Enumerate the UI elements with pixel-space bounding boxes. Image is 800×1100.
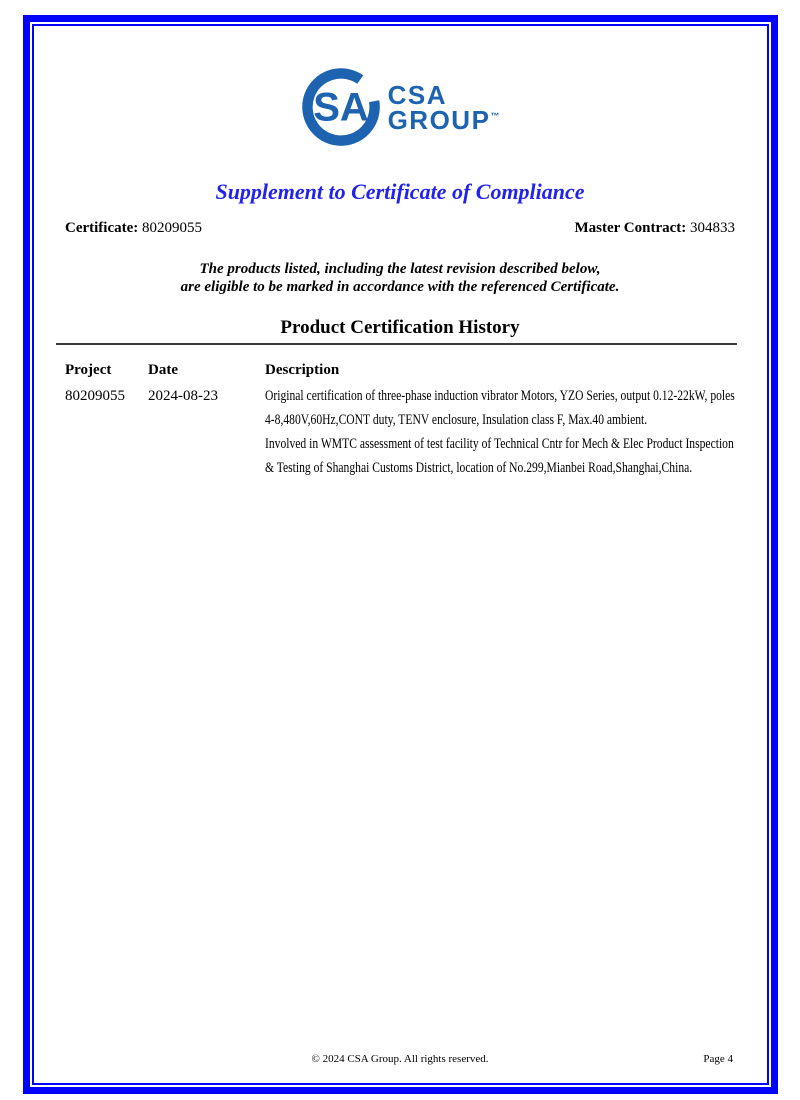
trademark-symbol: ™ <box>490 111 500 121</box>
certificate-line <box>65 220 735 237</box>
description-paragraph-2: Involved in WMTC assessment of test facility of Technical Cntr for Mech & Elec Product Inspection & Testing of Shanghai Customs District, location of No.299,Mianbei Road,Shanghai,China. <box>265 436 734 476</box>
eligibility-notice <box>65 260 735 296</box>
column-header-date: Date <box>148 362 178 378</box>
table-row <box>65 384 735 480</box>
history-table <box>65 358 735 480</box>
section-title: Product Certification History <box>280 317 520 338</box>
description-paragraph-1: Original certification of three-phase induction vibrator Motors, YZO Series, output 0.12-22kW, poles 4-8,480V,60Hz,CONT duty, TENV enclosure, Insulation class F, Max.40 ambient. <box>265 388 735 428</box>
page-content <box>65 26 735 480</box>
logo-wordmark-line1: CSA <box>387 80 447 110</box>
column-header-project: Project <box>65 362 112 378</box>
master-contract-value: 304833 <box>690 220 735 236</box>
footer-page-number: Page 4 <box>703 1053 733 1065</box>
footer-copyright: © 2024 CSA Group. All rights reserved. <box>311 1053 489 1065</box>
cell-date: 2024-08-23 <box>148 388 218 404</box>
notice-line-2: are eligible to be marked in accordance with the referenced Certificate. <box>180 279 620 295</box>
description-text <box>265 384 737 480</box>
logo-wordmark-line2: GROUP™ <box>387 105 500 135</box>
cell-description <box>265 384 800 480</box>
column-header-description: Description <box>265 362 340 378</box>
monogram-letters: SA <box>312 85 369 130</box>
section-divider <box>56 343 737 345</box>
certificate-label: Certificate: <box>65 220 139 236</box>
master-contract-field <box>574 220 735 237</box>
csa-group-logo <box>65 65 735 149</box>
page-title: Supplement to Certificate of Compliance <box>215 179 585 204</box>
master-contract-label: Master Contract: <box>574 220 687 236</box>
cell-project: 80209055 <box>65 388 125 404</box>
certificate-value: 80209055 <box>142 220 203 236</box>
logo-wordmark <box>387 80 500 135</box>
table-header-row <box>65 358 735 382</box>
certificate-field <box>65 220 202 237</box>
csa-monogram-icon <box>301 65 381 149</box>
notice-line-1: The products listed, including the latest revision described below, <box>199 261 601 277</box>
